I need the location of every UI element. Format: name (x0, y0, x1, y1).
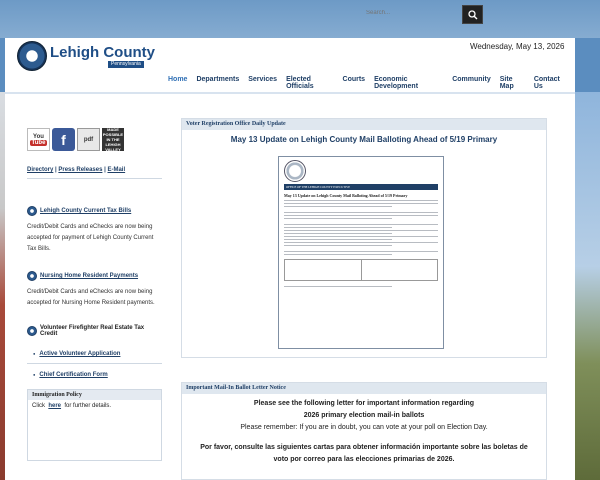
nav-departments[interactable]: Departments (196, 76, 240, 83)
main-nav (168, 76, 575, 90)
page-wrapper (5, 38, 575, 480)
youtube-icon[interactable] (27, 128, 50, 151)
right-decorative-photo (575, 92, 600, 480)
pdf-icon[interactable]: pdf (77, 128, 100, 151)
social-links (27, 128, 126, 151)
mail-ballot-line-2[interactable]: 2026 primary election mail-in ballots (303, 412, 425, 419)
nursing-home-section (27, 271, 162, 309)
search-icon (468, 10, 478, 20)
nav-economic-development[interactable]: Economic Development (374, 76, 419, 90)
nav-divider (5, 92, 575, 94)
voter-update-heading: Voter Registration Office Daily Update (182, 119, 546, 130)
voter-update-panel (181, 118, 547, 358)
immigration-post: for further details. (64, 403, 112, 409)
mail-ballot-line-5[interactable]: voto por correo para las elecciones primarias de 2026. (273, 456, 455, 463)
seal-icon (27, 271, 37, 281)
mail-ballot-panel (181, 382, 547, 480)
document-table (284, 259, 438, 281)
nursing-home-text: Credit/Debit Cards and eChecks are now being accepted for Nursing Home Resident payments. (27, 289, 155, 306)
nav-home[interactable]: Home (168, 76, 188, 83)
search-input[interactable] (360, 4, 460, 22)
nursing-home-link[interactable]: Nursing Home Resident Payments (40, 273, 139, 279)
nav-elected-officials[interactable]: Elected Officials (286, 76, 314, 90)
immigration-link[interactable]: here (48, 403, 62, 409)
active-volunteer-link[interactable]: ● Active Volunteer Application (33, 351, 120, 357)
mail-ballot-line-4[interactable]: Por favor, consulte las siguientes cartas para obtener información importante sobre las boletas de (200, 444, 528, 451)
search-button[interactable] (462, 5, 483, 24)
links-separator: | (55, 167, 57, 173)
press-releases-link[interactable]: Press Releases (58, 167, 103, 173)
tax-bills-section (27, 206, 162, 255)
mail-ballot-line-1[interactable]: Please see the following letter for important information regarding (253, 400, 475, 407)
seal-icon (27, 326, 37, 336)
immigration-pre: Click (32, 403, 45, 409)
directory-link[interactable]: Directory (27, 167, 54, 173)
county-seal-icon (17, 41, 47, 71)
immigration-policy-box (27, 389, 162, 461)
mail-ballot-heading: Important Mail-In Ballot Letter Notice (182, 383, 546, 394)
nav-community[interactable]: Community (452, 76, 491, 83)
county-logo[interactable] (17, 41, 155, 71)
made-possible-icon[interactable]: MADE POSSIBLE IN THE LEHIGH VALLEY (102, 127, 124, 152)
youtube-label-bottom: Tube (31, 139, 46, 146)
immigration-title: Immigration Policy (28, 390, 161, 400)
document-title: May 13 Update on Lehigh County Mail Balloting Ahead of 5/19 Primary (284, 193, 408, 198)
voter-update-title[interactable]: May 13 Update on Lehigh County Mail Balloting Ahead of 5/19 Primary (230, 135, 498, 144)
tax-bills-text: Credit/Debit Cards and eChecks are now being accepted for payment of Lehigh County Current Tax Bills. (27, 224, 154, 252)
document-band: OFFICE OF THE LEHIGH COUNTY EXECUTIVE (284, 184, 438, 190)
volunteer-title: Volunteer Firefighter Real Estate Tax Credit (40, 325, 145, 337)
facebook-icon[interactable]: f (52, 128, 75, 151)
current-date: Wednesday, May 13, 2026 (470, 42, 565, 51)
nav-site-map[interactable]: Site Map (499, 76, 514, 90)
logo-name: Lehigh County (50, 43, 155, 61)
quick-links (27, 167, 125, 173)
mail-ballot-line-3: Please remember: If you are in doubt, you can vote at your poll on Election Day. (240, 424, 488, 431)
logo-subtitle: Pennsylvania (108, 61, 144, 68)
sidebar-divider (27, 363, 162, 364)
links-separator: | (104, 167, 106, 173)
volunteer-section (27, 325, 162, 337)
update-document-thumbnail[interactable] (278, 156, 444, 349)
sidebar-divider (27, 178, 162, 179)
email-link[interactable]: E-Mail (107, 167, 126, 173)
chief-certification-link[interactable]: ● Chief Certification Form (33, 372, 108, 378)
nav-courts[interactable]: Courts (342, 76, 366, 83)
nav-services[interactable]: Services (248, 76, 278, 83)
youtube-label-top: You (33, 133, 44, 140)
seal-icon (27, 206, 37, 216)
document-seal-icon (284, 160, 306, 182)
top-bar (0, 0, 600, 38)
tax-bills-link[interactable]: Lehigh County Current Tax Bills (40, 208, 132, 214)
nav-contact-us[interactable]: Contact Us (533, 76, 560, 90)
